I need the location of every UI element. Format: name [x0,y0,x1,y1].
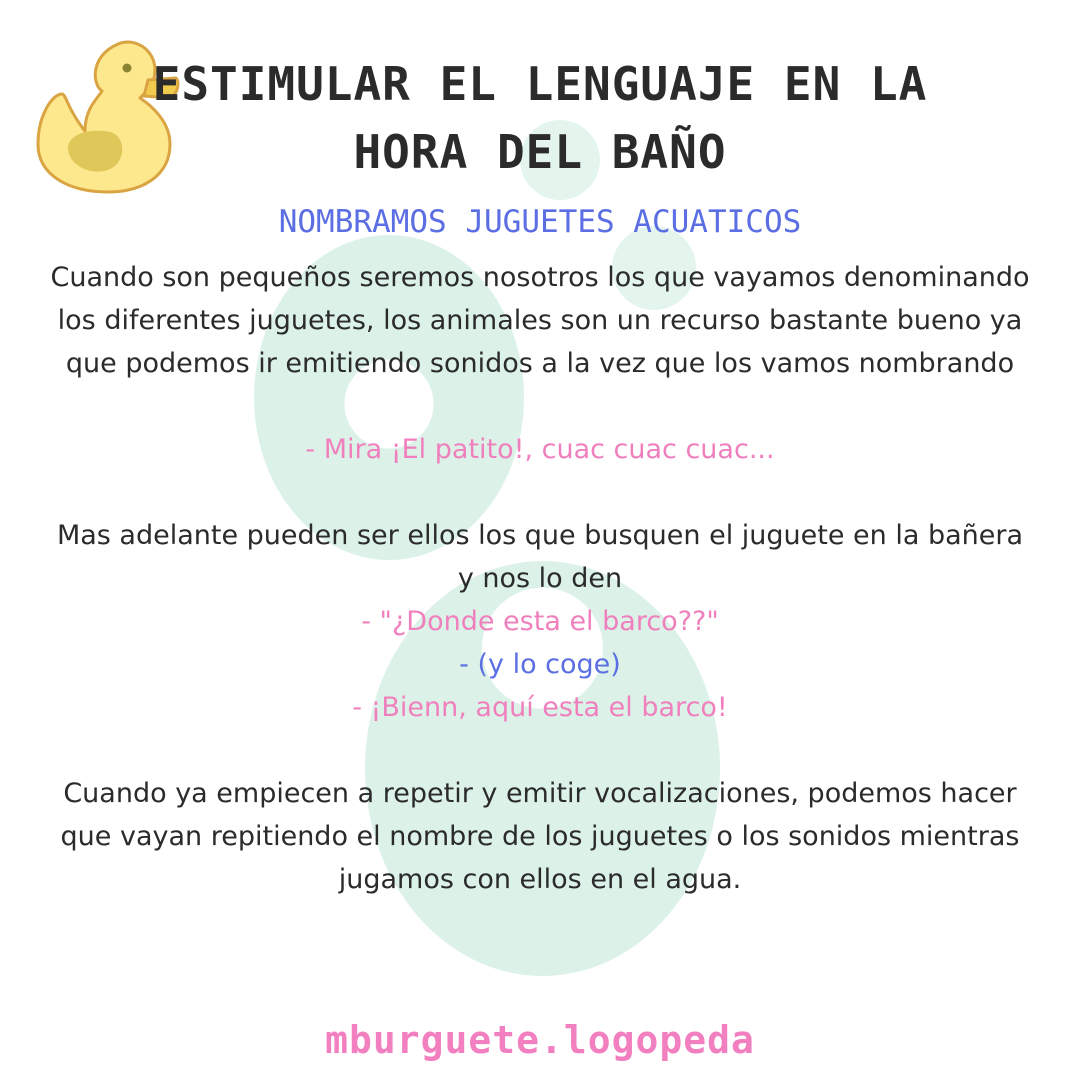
later-paragraph: Mas adelante pueden ser ellos los que busquen el juguete en la bañera y nos lo den [56,520,1024,594]
example-duck-line: - Mira ¡El patito!, cuac cuac cuac... [305,434,775,465]
closing-paragraph: Cuando ya empiecen a repetir y emitir vocalizaciones, podemos hacer que vayan repitiendo el nombre de los juguetes o los sonidos mientras jugamos con ellos en el agua. [60,778,1020,895]
section-subtitle: NOMBRAMOS JUGUETES ACUATICOS [278,204,802,240]
page-title [0,50,1080,186]
dialog-question: - "¿Donde esta el barco??" [361,606,719,637]
dialog-action: - (y lo coge) [459,649,621,680]
dialog-answer: - ¡Bienn, aquí esta el barco! [352,692,728,723]
title-line-1: ESTIMULAR EL LENGUAJE EN LA [152,57,928,111]
title-line-2: HORA DEL BAÑO [353,125,727,179]
intro-paragraph: Cuando son pequeños seremos nosotros los que vayamos denominando los diferentes juguetes, los animales son un recurso bastante bueno ya que podemos ir emitiendo sonidos a la vez que los vamos nombrando [50,262,1030,379]
author-handle: mburguete.logopeda [325,1018,755,1062]
body-text [50,256,1030,901]
